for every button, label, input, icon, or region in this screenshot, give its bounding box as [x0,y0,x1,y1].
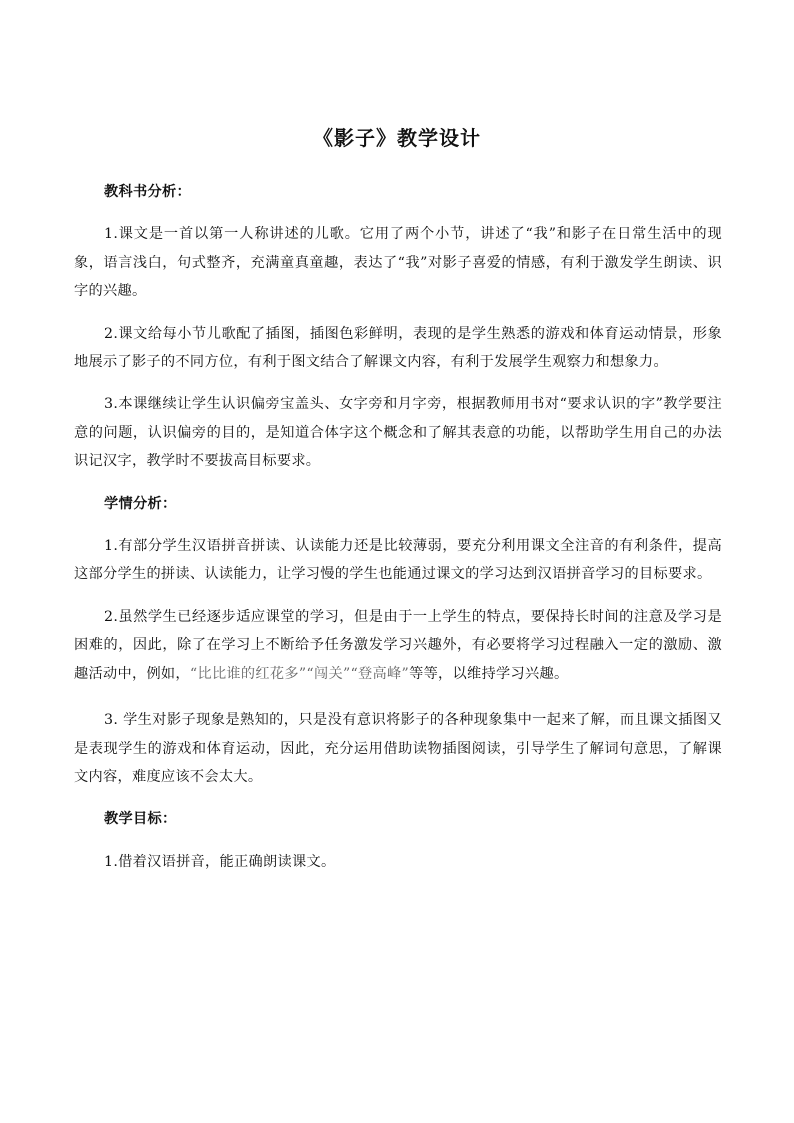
paragraph: 1.有部分学生汉语拼音拼读、认读能力还是比较薄弱，要充分利用课文全注音的有利条件，提高这部分学生的拼读、认读能力，让学习慢的学生也能通过课文的学习达到汉语拼音学习的目标要求。 [74,538,722,583]
paragraph-text: 等等，以维持学习兴趣。 [409,665,569,682]
paragraph: 3. 学生对影子现象是熟知的，只是没有意识将影子的各种现象集中一起来了解，而且课文插图又是表现学生的游戏和体育运动，因此，充分运用借助读物插图阅读，引导学生了解词句意思，了解课文内容，难度应该不会太大。 [74,712,722,785]
document-title: 《影子》教学设计 [313,126,481,150]
document-body [74,178,722,890]
activity-names: “比比谁的红花多”“闯关”“登高峰” [189,665,410,682]
paragraph: 2.课文给每小节儿歌配了插图，插图色彩鲜明，表现的是学生熟悉的游戏和体育运动情景，形象地展示了影子的不同方位，有利于图文结合了解课文内容，有利于发展学生观察力和想象力。 [74,325,722,371]
section-heading-textbook-analysis: 教科书分析： [104,184,191,200]
section-heading-learner-analysis: 学情分析： [104,495,177,512]
paragraph: 1.借着汉语拼音，能正确朗读课文。 [104,853,336,870]
paragraph: 1.课文是一首以第一人称讲述的儿歌。它用了两个小节，讲述了“我”和影子在日常生活中的现象，语言浅白，句式整齐，充满童真童趣，表达了“我”对影子喜爱的情感，有利于激发学生朗读、识字的兴趣。 [74,226,722,300]
paragraph-text: 2.虽然学生已经逐步适应课堂的学习，但是由于一上学生的特点，要保持长时间的注意及学习是困难的，因此，除了在学习上不断给予任务激发学习兴趣外，有必要将学习过程融入一定的激励、激趣活动中，例如， [74,608,722,682]
paragraph-with-activities [74,603,722,688]
section-heading-teaching-goals: 教学目标： [104,811,177,828]
paragraph: 3.本课继续让学生认识偏旁宝盖头、女字旁和月字旁，根据教师用书对“要求认识的字”教学要注意的问题，认识偏旁的目的，是知道合体字这个概念和了解其表意的功能，以帮助学生用自己的办法识记汉字，教学时不要拔高目标要求。 [74,396,722,470]
